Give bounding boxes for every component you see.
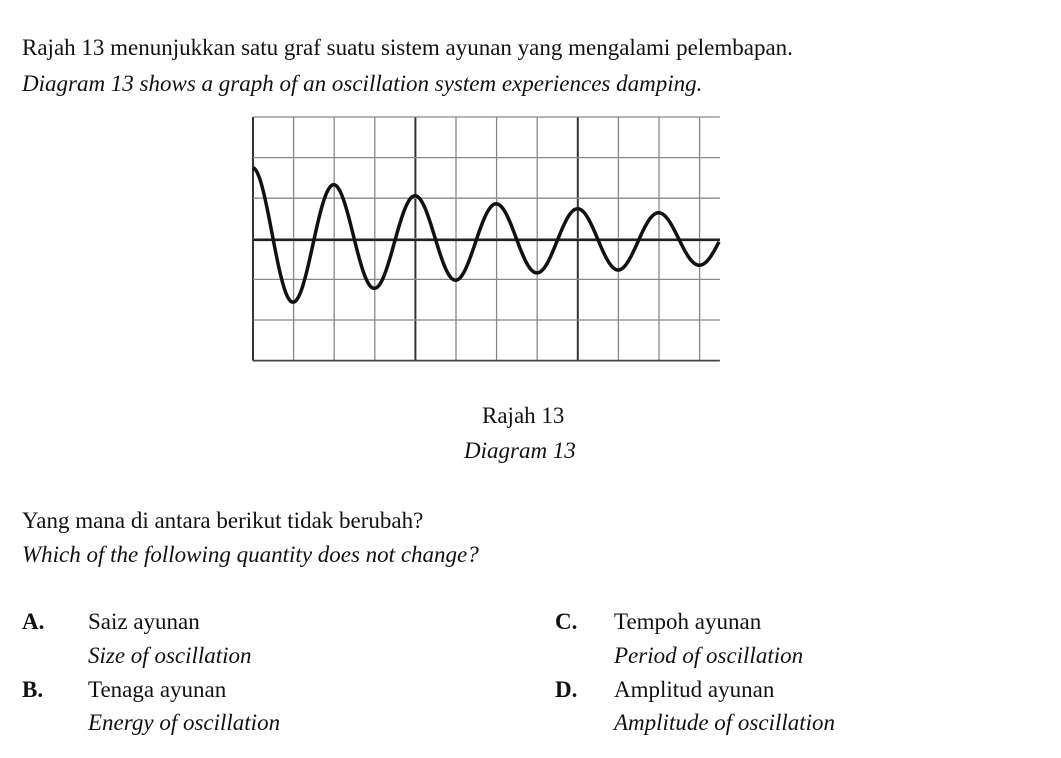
question-english: Which of the following quantity does not change? [22,542,479,567]
option-text-malay: Tempoh ayunan [614,609,762,634]
option-text-malay: Saiz ayunan [88,609,200,634]
diagram-caption-malay: Rajah 13 [482,403,565,428]
option-letter: A. [22,609,45,634]
option-text-malay: Tenaga ayunan [88,677,227,702]
option-text-english: Period of oscillation [614,643,804,668]
oscillation-curve [253,168,719,303]
option-text-english: Size of oscillation [88,643,252,668]
question-malay: Yang mana di antara berikut tidak berubah? [22,508,424,533]
option-letter: D. [555,677,578,702]
option-text-english: Amplitude of oscillation [614,710,836,735]
stem-english: Diagram 13 shows a graph of an oscillation system experiences damping. [22,71,703,96]
stem-malay: Rajah 13 menunjukkan satu graf suatu sistem ayunan yang mengalami pelembapan. [22,35,793,60]
diagram-caption-english: Diagram 13 [464,438,576,463]
option-text-english: Energy of oscillation [88,710,281,735]
graph-grid [253,117,720,361]
option-letter: C. [555,609,578,634]
option-text-malay: Amplitud ayunan [614,677,775,702]
option-letter: B. [22,677,44,702]
